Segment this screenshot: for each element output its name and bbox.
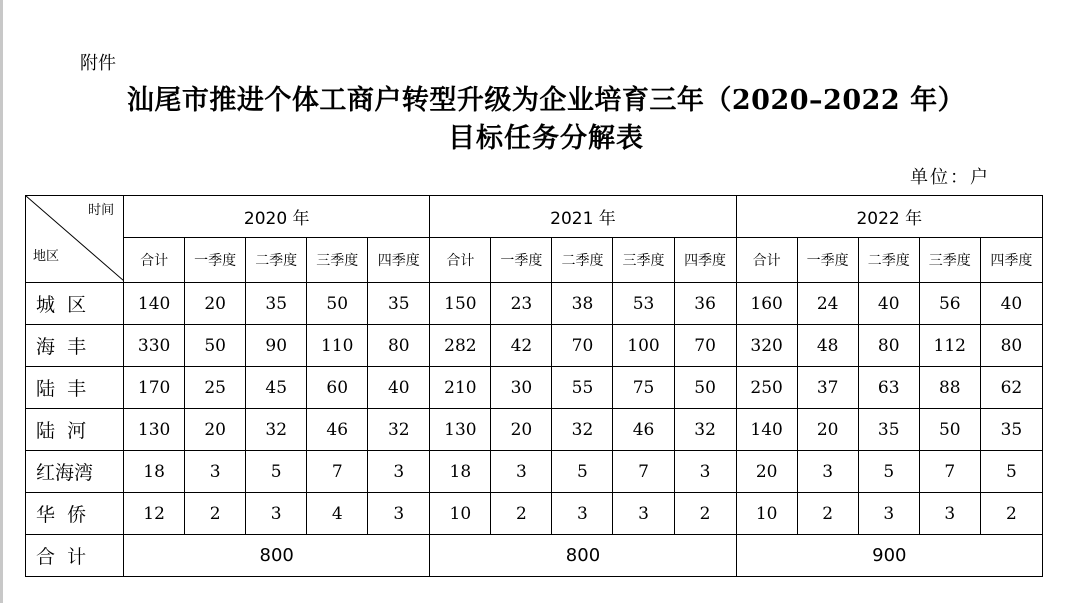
document-subtitle: 目标任务分解表 — [448, 123, 644, 154]
value-cell: 3 — [368, 451, 430, 493]
value-cell: 3 — [919, 493, 980, 535]
value-cell: 37 — [797, 367, 858, 409]
value-cell: 170 — [124, 367, 185, 409]
value-cell: 32 — [246, 409, 307, 451]
value-cell: 32 — [674, 409, 736, 451]
value-cell: 112 — [919, 325, 980, 367]
sub-header-total: 合计 — [430, 238, 491, 283]
target-task-table — [25, 195, 1043, 577]
sub-header-q3: 三季度 — [919, 238, 980, 283]
value-cell: 88 — [919, 367, 980, 409]
value-cell: 63 — [858, 367, 919, 409]
value-cell: 2 — [491, 493, 552, 535]
value-cell: 50 — [185, 325, 246, 367]
total-row — [26, 535, 1043, 577]
value-cell: 7 — [613, 451, 674, 493]
value-cell: 12 — [124, 493, 185, 535]
value-cell: 55 — [552, 367, 613, 409]
value-cell: 40 — [368, 367, 430, 409]
value-cell: 140 — [124, 283, 185, 325]
region-cell: 红海湾 — [26, 451, 124, 493]
value-cell: 53 — [613, 283, 674, 325]
value-cell: 20 — [491, 409, 552, 451]
sub-header-q1: 一季度 — [185, 238, 246, 283]
sub-header-q4: 四季度 — [980, 238, 1042, 283]
value-cell: 3 — [246, 493, 307, 535]
value-cell: 7 — [919, 451, 980, 493]
value-cell: 2 — [674, 493, 736, 535]
quarter-header-row — [26, 238, 1043, 283]
attachment-label: 附件 — [80, 53, 116, 74]
value-cell: 3 — [368, 493, 430, 535]
value-cell: 330 — [124, 325, 185, 367]
region-cell: 陆 河 — [26, 409, 124, 451]
value-cell: 45 — [246, 367, 307, 409]
value-cell: 56 — [919, 283, 980, 325]
value-cell: 3 — [858, 493, 919, 535]
year-header-2020: 2020 年 — [124, 196, 430, 238]
value-cell: 70 — [552, 325, 613, 367]
value-cell: 25 — [185, 367, 246, 409]
value-cell: 140 — [736, 409, 797, 451]
value-cell: 250 — [736, 367, 797, 409]
unit-label: 单位：户 — [910, 167, 990, 188]
value-cell: 3 — [552, 493, 613, 535]
table-row — [26, 325, 1043, 367]
sub-header-q2: 二季度 — [246, 238, 307, 283]
value-cell: 38 — [552, 283, 613, 325]
value-cell: 10 — [430, 493, 491, 535]
sub-header-total: 合计 — [124, 238, 185, 283]
value-cell: 62 — [980, 367, 1042, 409]
value-cell: 30 — [491, 367, 552, 409]
value-cell: 3 — [185, 451, 246, 493]
value-cell: 35 — [246, 283, 307, 325]
value-cell: 42 — [491, 325, 552, 367]
corner-region-label: 地区 — [33, 249, 60, 264]
value-cell: 23 — [491, 283, 552, 325]
value-cell: 2 — [980, 493, 1042, 535]
value-cell: 35 — [980, 409, 1042, 451]
corner-header-cell — [26, 196, 124, 283]
value-cell: 150 — [430, 283, 491, 325]
region-cell: 海 丰 — [26, 325, 124, 367]
value-cell: 36 — [674, 283, 736, 325]
value-cell: 5 — [858, 451, 919, 493]
value-cell: 32 — [368, 409, 430, 451]
value-cell: 35 — [368, 283, 430, 325]
total-label-cell: 合 计 — [26, 535, 124, 577]
table-row — [26, 283, 1043, 325]
sub-header-q1: 一季度 — [491, 238, 552, 283]
value-cell: 100 — [613, 325, 674, 367]
value-cell: 130 — [430, 409, 491, 451]
region-cell: 城 区 — [26, 283, 124, 325]
sub-header-q4: 四季度 — [368, 238, 430, 283]
value-cell: 40 — [980, 283, 1042, 325]
value-cell: 110 — [307, 325, 368, 367]
year-header-2022: 2022 年 — [736, 196, 1042, 238]
sub-header-q3: 三季度 — [307, 238, 368, 283]
value-cell: 3 — [797, 451, 858, 493]
value-cell: 7 — [307, 451, 368, 493]
value-cell: 48 — [797, 325, 858, 367]
value-cell: 70 — [674, 325, 736, 367]
sub-header-q1: 一季度 — [797, 238, 858, 283]
value-cell: 2 — [185, 493, 246, 535]
value-cell: 46 — [307, 409, 368, 451]
value-cell: 4 — [307, 493, 368, 535]
value-cell: 10 — [736, 493, 797, 535]
year-header-row — [26, 196, 1043, 238]
value-cell: 3 — [491, 451, 552, 493]
sub-header-q3: 三季度 — [613, 238, 674, 283]
value-cell: 5 — [246, 451, 307, 493]
value-cell: 130 — [124, 409, 185, 451]
value-cell: 80 — [368, 325, 430, 367]
region-cell: 陆 丰 — [26, 367, 124, 409]
table-row — [26, 451, 1043, 493]
year-total-cell: 800 — [124, 535, 430, 577]
value-cell: 18 — [124, 451, 185, 493]
value-cell: 20 — [797, 409, 858, 451]
year-total-cell: 900 — [736, 535, 1042, 577]
value-cell: 5 — [552, 451, 613, 493]
sub-header-q4: 四季度 — [674, 238, 736, 283]
value-cell: 320 — [736, 325, 797, 367]
value-cell: 50 — [919, 409, 980, 451]
document-title: 汕尾市推进个体工商户转型升级为企业培育三年（2020–2022 年） — [126, 85, 966, 116]
value-cell: 24 — [797, 283, 858, 325]
table-row — [26, 367, 1043, 409]
sub-header-total: 合计 — [736, 238, 797, 283]
value-cell: 5 — [980, 451, 1042, 493]
sub-header-q2: 二季度 — [552, 238, 613, 283]
value-cell: 160 — [736, 283, 797, 325]
value-cell: 50 — [307, 283, 368, 325]
value-cell: 20 — [185, 283, 246, 325]
value-cell: 18 — [430, 451, 491, 493]
table-row — [26, 493, 1043, 535]
value-cell: 80 — [980, 325, 1042, 367]
value-cell: 210 — [430, 367, 491, 409]
value-cell: 40 — [858, 283, 919, 325]
value-cell: 75 — [613, 367, 674, 409]
value-cell: 282 — [430, 325, 491, 367]
value-cell: 20 — [185, 409, 246, 451]
year-header-2021: 2021 年 — [430, 196, 736, 238]
value-cell: 3 — [613, 493, 674, 535]
value-cell: 60 — [307, 367, 368, 409]
value-cell: 3 — [674, 451, 736, 493]
value-cell: 32 — [552, 409, 613, 451]
table-row — [26, 409, 1043, 451]
value-cell: 20 — [736, 451, 797, 493]
value-cell: 35 — [858, 409, 919, 451]
region-cell: 华 侨 — [26, 493, 124, 535]
value-cell: 50 — [674, 367, 736, 409]
year-total-cell: 800 — [430, 535, 736, 577]
value-cell: 2 — [797, 493, 858, 535]
value-cell: 80 — [858, 325, 919, 367]
value-cell: 46 — [613, 409, 674, 451]
value-cell: 90 — [246, 325, 307, 367]
corner-time-label: 时间 — [88, 203, 115, 218]
sub-header-q2: 二季度 — [858, 238, 919, 283]
